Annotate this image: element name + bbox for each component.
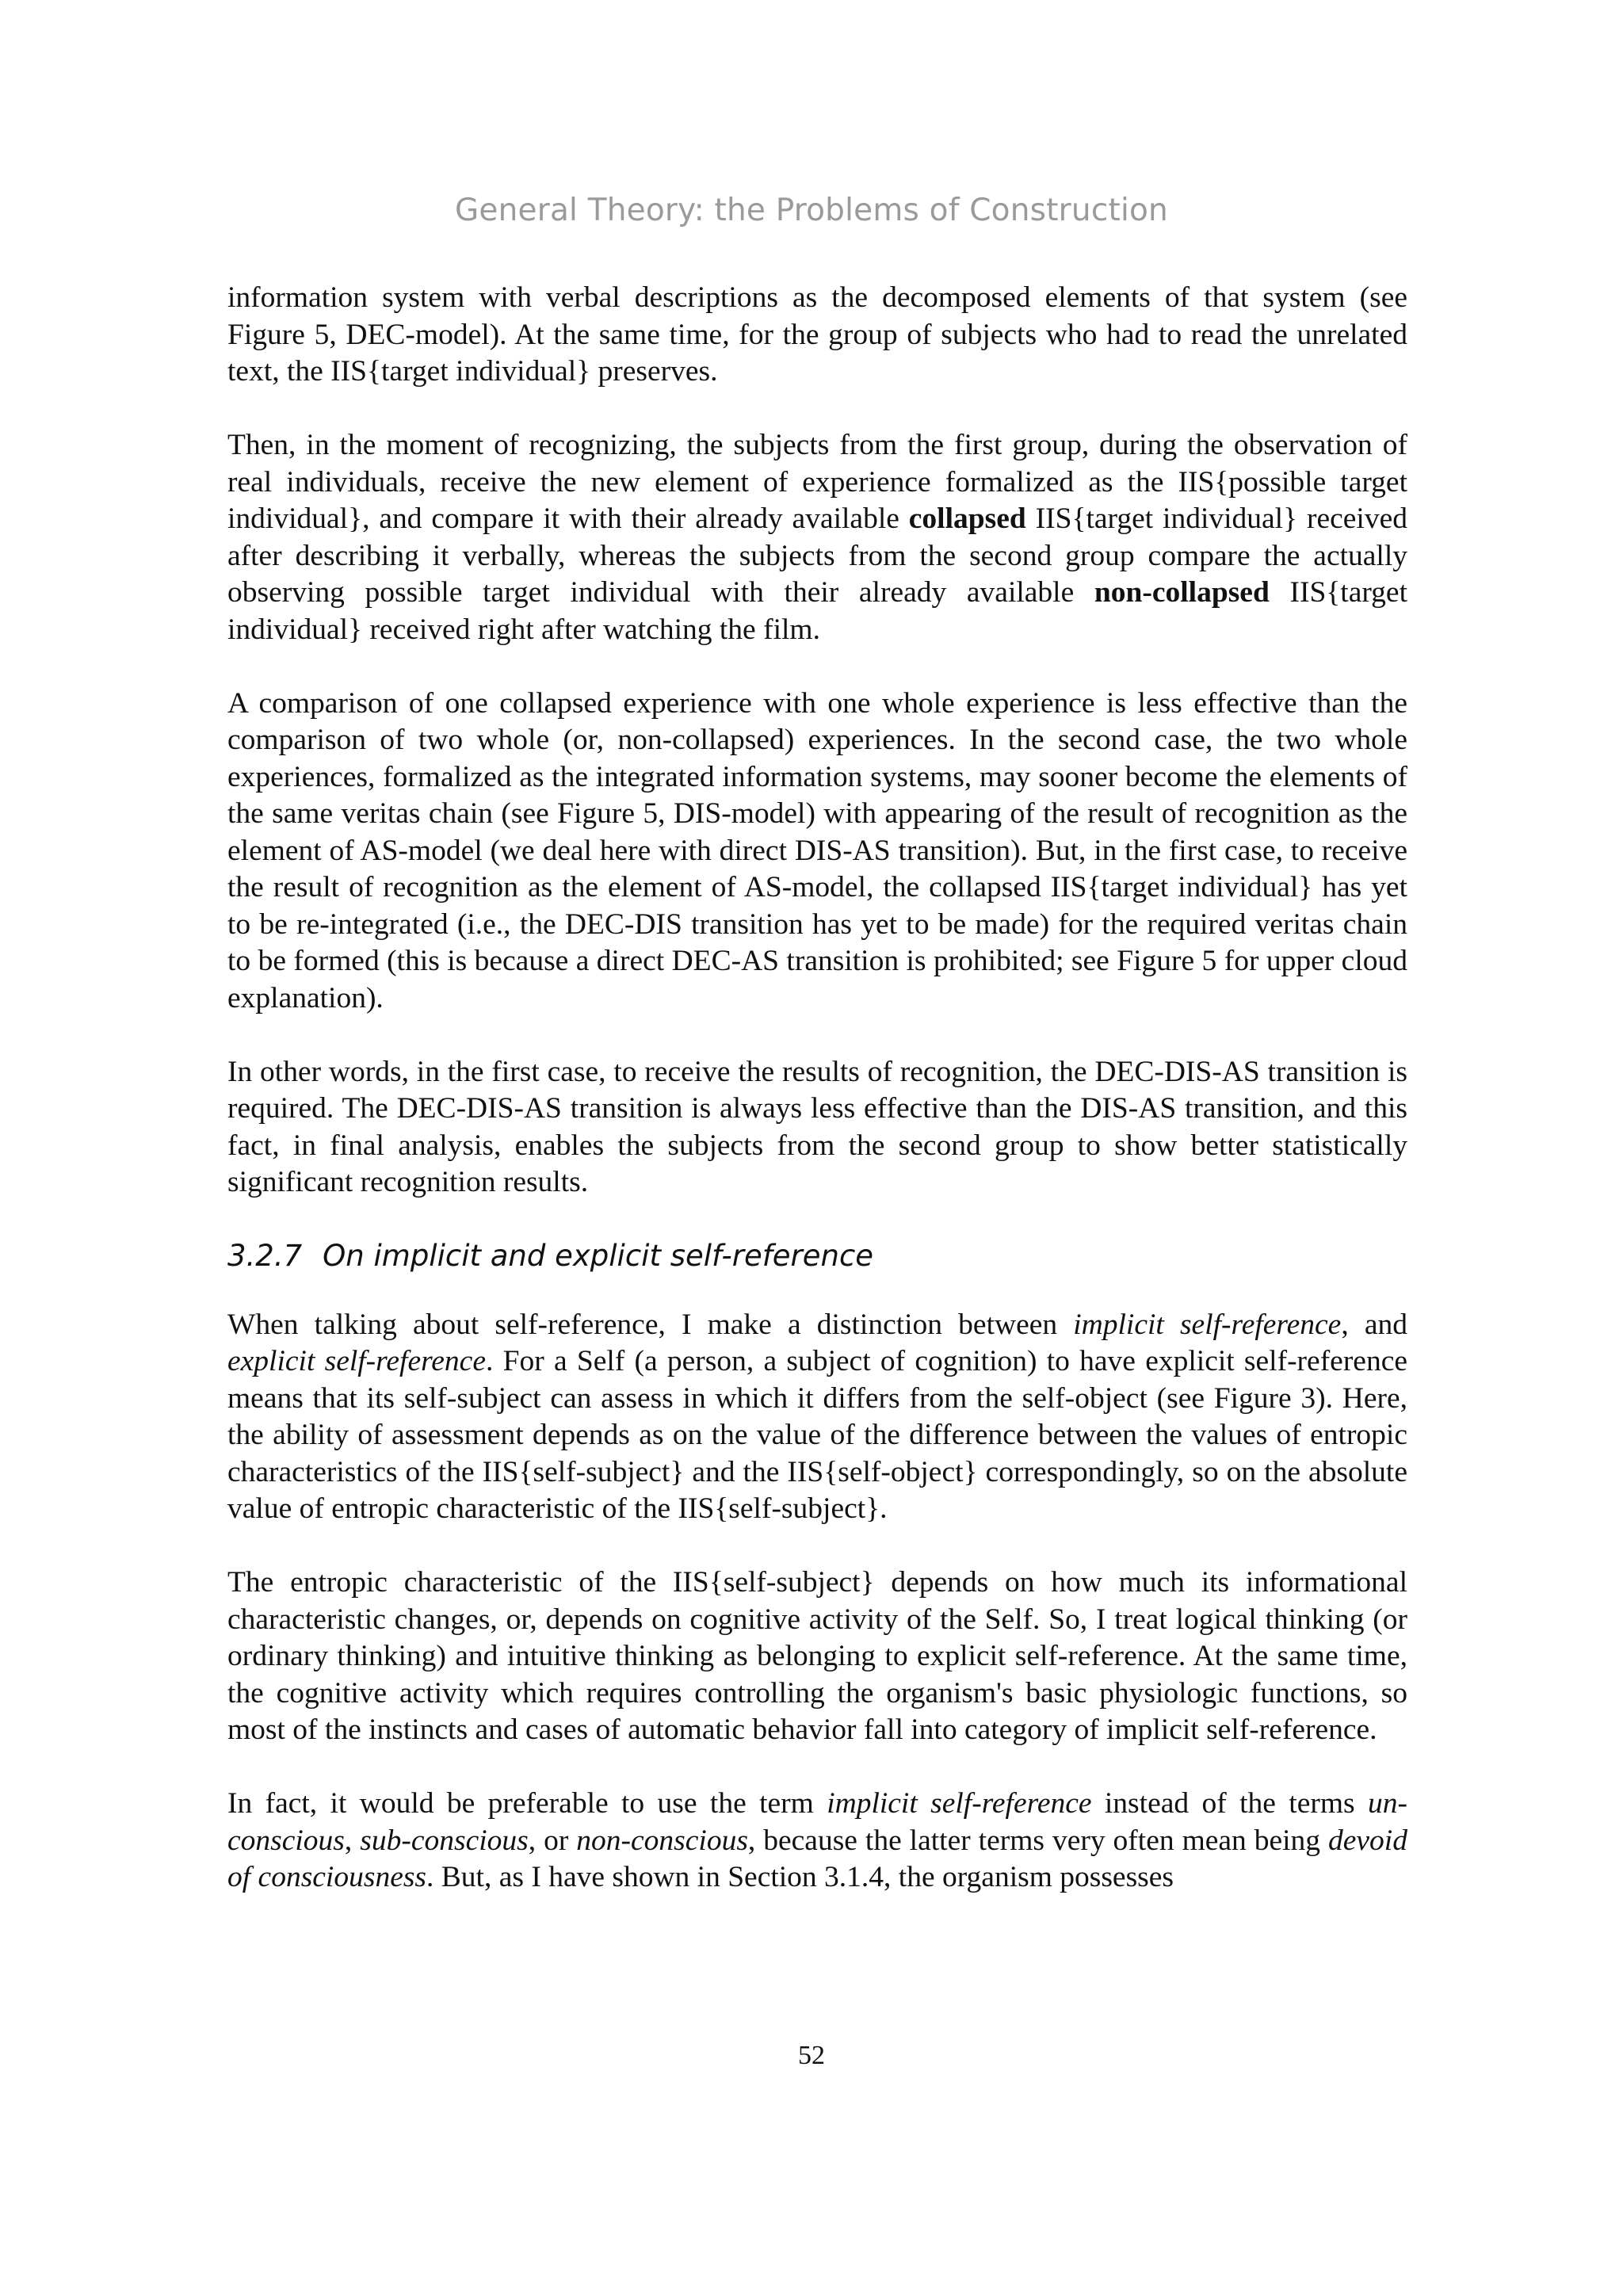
paragraph-2-part-2: IIS{target individual} received after describing it verbally, whereas the subjects from the second group compare the actually observing possible target individual with their already available xyxy=(227,502,1407,609)
paragraph-7-part-3: , xyxy=(344,1824,361,1857)
paragraph-5 xyxy=(227,1307,1407,1528)
paragraph-7-part-4: , or xyxy=(528,1824,577,1857)
body-text xyxy=(227,280,1407,1933)
emphasis-collapsed: collapsed xyxy=(908,502,1026,535)
emphasis-non-collapsed: non-collapsed xyxy=(1094,576,1270,609)
section-title: On implicit and explicit self-reference xyxy=(323,1239,874,1273)
paragraph-2-part-3: IIS{target individual} received right after watching the film. xyxy=(227,576,1407,646)
term-nonconscious: non-conscious xyxy=(576,1824,748,1857)
page-number: 52 xyxy=(798,2041,825,2070)
term-unconscious: un-conscious xyxy=(227,1787,1407,1857)
paragraph-5-part-3: . For a Self (a person, a subject of cognition) to have explicit self-reference means that its self-subject can assess in which it differs from the self-object (see Figure 3). Here, the ability of assessment depends as on the value of the difference between the values of entropic characteristics of the IIS{self-subject} and the IIS{self-object} correspondingly, so on the absolute value of entropic characteristic of the IIS{self-subject}. xyxy=(227,1345,1407,1525)
term-implicit-self-reference-2: implicit self-reference xyxy=(827,1787,1092,1820)
paragraph-2-part-1: Then, in the moment of recognizing, the subjects from the first group, during the observation of real individuals, receive the new element of experience formalized as the IIS{possible target individual}, and compare it with their already available xyxy=(227,429,1407,535)
paragraph-7-part-6: . But, as I have shown in Section 3.1.4, the organism possesses xyxy=(426,1861,1174,1893)
paragraph-1: information system with verbal descriptions as the decomposed elements of that system (see Figure 5, DEC-model). At the same time, for the group of subjects who had to read the unrelated text, the IIS{target individual} preserves. xyxy=(227,281,1407,388)
paragraph-7-part-1: In fact, it would be preferable to use the term xyxy=(227,1787,827,1820)
paragraph-2 xyxy=(227,427,1407,648)
running-header: General Theory: the Problems of Construction xyxy=(455,193,1168,228)
paragraph-4: In other words, in the first case, to receive the results of recognition, the DEC-DIS-AS transition is required. The DEC-DIS-AS transition is always less effective than the DIS-AS transition, and this fact, in final analysis, enables the subjects from the second group to show better statistically significant recognition results. xyxy=(227,1055,1407,1198)
paragraph-6: The entropic characteristic of the IIS{self-subject} depends on how much its informational characteristic changes, or, depends on cognitive activity of the Self. So, I treat logical thinking (or ordinary thinking) and intuitive thinking as belonging to explicit self-reference. At the same time, the cognitive activity which requires controlling the organism's basic physiologic functions, so most of the instincts and cases of automatic behavior fall into category of implicit self-reference. xyxy=(227,1566,1407,1746)
term-devoid-of-consciousness: devoid of consciousness xyxy=(227,1824,1407,1893)
term-implicit-self-reference: implicit self-reference xyxy=(1073,1308,1342,1341)
section-heading xyxy=(227,1238,1407,1275)
paragraph-7-part-5: , because the latter terms very often mean being xyxy=(747,1824,1329,1857)
section-number: 3.2.7 xyxy=(227,1239,303,1273)
term-subconscious: sub-conscious xyxy=(360,1824,529,1857)
paragraph-7 xyxy=(227,1786,1407,1897)
term-explicit-self-reference: explicit self-reference xyxy=(227,1345,486,1377)
paragraph-5-part-2: , and xyxy=(1341,1308,1407,1341)
paragraph-7-part-2: instead of the terms xyxy=(1091,1787,1368,1820)
paragraph-3: A comparison of one collapsed experience with one whole experience is less effective than the comparison of two whole (or, non-collapsed) experiences. In the second case, the two whole experiences, formalized as the integrated information systems, may sooner become the elements of the same veritas chain (see Figure 5, DIS-model) with appearing of the result of recognition as the element of AS-model (we deal here with direct DIS-AS transition). But, in the first case, to receive the result of recognition as the element of AS-model, the collapsed IIS{target individual} has yet to be re-integrated (i.e., the DEC-DIS transition has yet to be made) for the required veritas chain to be formed (this is because a direct DEC-AS transition is prohibited; see Figure 5 for upper cloud explanation). xyxy=(227,686,1407,1014)
paragraph-5-part-1: When talking about self-reference, I make a distinction between xyxy=(227,1308,1074,1341)
